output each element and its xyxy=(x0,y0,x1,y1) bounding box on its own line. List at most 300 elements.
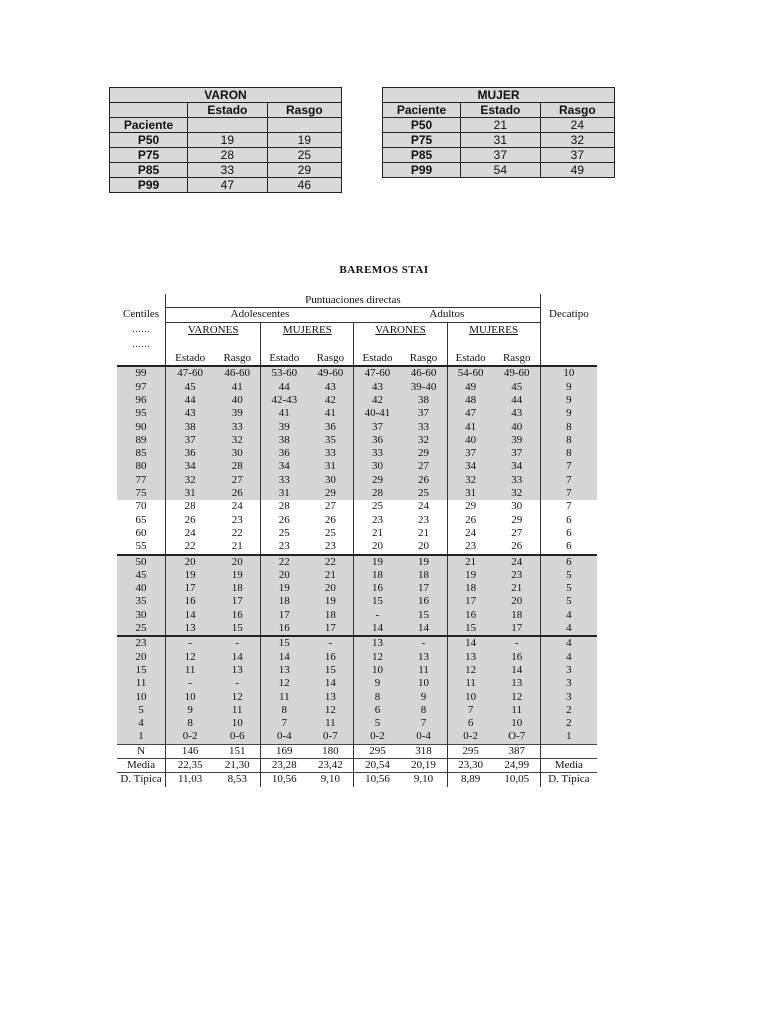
stai-cell: 9 xyxy=(540,407,597,420)
table-row xyxy=(117,773,597,787)
stai-cell: 33 xyxy=(307,447,354,460)
stai-cell: 8 xyxy=(540,434,597,447)
stai-cell: 17 xyxy=(494,622,541,636)
stai-cell: 21 xyxy=(494,582,541,595)
stai-cell: 8,53 xyxy=(214,773,261,787)
stai-cell: 47-60 xyxy=(354,366,401,380)
stai-cell: 24,99 xyxy=(494,759,541,773)
stai-cell: 43 xyxy=(494,407,541,420)
table-row xyxy=(117,447,597,460)
stai-cell: 28 xyxy=(214,460,261,473)
stai-cell: 21 xyxy=(354,527,401,540)
stai-cell: 34 xyxy=(166,460,215,473)
stai-cell: 5 xyxy=(540,582,597,595)
stai-cell: 10 xyxy=(117,691,166,704)
mujer-cell-estado: 21 xyxy=(461,118,541,133)
mujer-table xyxy=(382,87,615,178)
stai-cell: 19 xyxy=(166,569,215,582)
stai-cell: 11,03 xyxy=(166,773,215,787)
stai-cell: 20 xyxy=(166,555,215,569)
table-row xyxy=(117,651,597,664)
varon-row-header: Paciente xyxy=(110,118,188,133)
stai-adu-mujeres: MUJERES xyxy=(447,322,540,338)
stai-cell: 17 xyxy=(401,582,448,595)
stai-dots-1: …… xyxy=(117,322,166,338)
stai-h-rasgo-3: Rasgo xyxy=(401,352,448,366)
stai-cell: 14 xyxy=(166,609,215,622)
stai-cell: 36 xyxy=(307,421,354,434)
table-row xyxy=(117,744,597,758)
stai-cell: 318 xyxy=(401,744,448,758)
stai-cell: 23,42 xyxy=(307,759,354,773)
varon-title: VARON xyxy=(110,88,342,103)
stai-cell: 20,54 xyxy=(354,759,401,773)
stai-cell: 9,10 xyxy=(401,773,448,787)
stai-cell: 7 xyxy=(401,717,448,730)
stai-adultos: Adultos xyxy=(354,308,540,322)
stai-cell: 49-60 xyxy=(494,366,541,380)
stai-cell: 4 xyxy=(540,651,597,664)
varon-empty-header xyxy=(110,103,188,118)
stai-cell: 12 xyxy=(214,691,261,704)
stai-cell: 41 xyxy=(214,381,261,394)
stai-cell: 28 xyxy=(354,487,401,500)
stai-cell: 53-60 xyxy=(261,366,308,380)
stai-cell: 39-40 xyxy=(401,381,448,394)
stai-cell: 23 xyxy=(307,540,354,554)
stai-cell: D. Típica xyxy=(540,773,597,787)
stai-cell: 0-2 xyxy=(166,730,215,744)
stai-cell: 180 xyxy=(307,744,354,758)
stai-title: BAREMOS STAI xyxy=(339,264,429,276)
varon-cell-label: P99 xyxy=(110,178,188,193)
stai-cell: 38 xyxy=(166,421,215,434)
stai-cell: 44 xyxy=(494,394,541,407)
stai-cell: 38 xyxy=(401,394,448,407)
stai-cell: 15 xyxy=(401,609,448,622)
stai-cell: 33 xyxy=(261,474,308,487)
stai-cell: 40 xyxy=(214,394,261,407)
stai-cell: 11 xyxy=(261,691,308,704)
table-row xyxy=(117,569,597,582)
table-row xyxy=(117,704,597,717)
stai-cell: 39 xyxy=(494,434,541,447)
stai-cell: 13 xyxy=(494,677,541,690)
stai-cell: 8 xyxy=(354,691,401,704)
stai-cell: 11 xyxy=(117,677,166,690)
table-row xyxy=(117,595,597,608)
stai-cell: 11 xyxy=(214,704,261,717)
stai-cell: 23 xyxy=(261,540,308,554)
stai-cell: 17 xyxy=(447,595,494,608)
stai-cell: 3 xyxy=(540,677,597,690)
stai-cell: 26 xyxy=(261,514,308,527)
stai-h-estado-3: Estado xyxy=(354,352,401,366)
stai-cell: 6 xyxy=(354,704,401,717)
stai-cell: 10 xyxy=(494,717,541,730)
stai-cell: 37 xyxy=(401,407,448,420)
stai-cell: 18 xyxy=(494,609,541,622)
stai-h-estado-2: Estado xyxy=(261,352,308,366)
stai-cell: 47 xyxy=(447,407,494,420)
table-row xyxy=(117,460,597,473)
stai-cell: 3 xyxy=(540,664,597,677)
stai-cell: 37 xyxy=(354,421,401,434)
stai-cell: 9 xyxy=(354,677,401,690)
stai-cell: 24 xyxy=(214,500,261,513)
stai-cell: 36 xyxy=(354,434,401,447)
stai-cell: 24 xyxy=(494,555,541,569)
stai-cell: 41 xyxy=(261,407,308,420)
stai-cell: 9 xyxy=(540,394,597,407)
stai-cell xyxy=(540,744,597,758)
stai-cell: 10 xyxy=(401,677,448,690)
stai-cell: 22,35 xyxy=(166,759,215,773)
stai-cell: 43 xyxy=(354,381,401,394)
stai-cell: 77 xyxy=(117,474,166,487)
varon-cell-estado: 47 xyxy=(188,178,268,193)
stai-cell: 4 xyxy=(540,636,597,650)
stai-cell: 23,30 xyxy=(447,759,494,773)
stai-cell: 20,19 xyxy=(401,759,448,773)
varon-cell-rasgo: 29 xyxy=(267,163,341,178)
stai-cell: 36 xyxy=(166,447,215,460)
stai-cell: 19 xyxy=(354,555,401,569)
stai-cell: 29 xyxy=(494,514,541,527)
table-row xyxy=(117,622,597,636)
stai-cell: 30 xyxy=(307,474,354,487)
stai-cell: 21 xyxy=(447,555,494,569)
stai-cell: 29 xyxy=(354,474,401,487)
stai-cell: 26 xyxy=(447,514,494,527)
stai-cell: 33 xyxy=(354,447,401,460)
stai-cell: 23 xyxy=(214,514,261,527)
varon-col-rasgo: Rasgo xyxy=(267,103,341,118)
stai-cell: 10 xyxy=(166,691,215,704)
varon-cell-label: P50 xyxy=(110,133,188,148)
stai-cell: 34 xyxy=(447,460,494,473)
stai-cell: 22 xyxy=(166,540,215,554)
stai-cell: 12 xyxy=(354,651,401,664)
stai-cell: 70 xyxy=(117,500,166,513)
stai-cell: 54-60 xyxy=(447,366,494,380)
table-row xyxy=(117,691,597,704)
stai-cell: 43 xyxy=(166,407,215,420)
stai-cell: 25 xyxy=(354,500,401,513)
stai-cell: 14 xyxy=(447,636,494,650)
table-row xyxy=(117,474,597,487)
stai-cell: - xyxy=(214,677,261,690)
stai-cell: 25 xyxy=(261,527,308,540)
varon-cell-label: P85 xyxy=(110,163,188,178)
stai-cell: 19 xyxy=(261,582,308,595)
stai-cell: 13 xyxy=(214,664,261,677)
stai-cell: 10 xyxy=(540,366,597,380)
stai-cell: 21 xyxy=(401,527,448,540)
varon-cell-rasgo: 19 xyxy=(267,133,341,148)
table-row xyxy=(117,514,597,527)
stai-cell: 85 xyxy=(117,447,166,460)
stai-cell: 12 xyxy=(166,651,215,664)
table-row xyxy=(117,582,597,595)
stai-cell: 19 xyxy=(307,595,354,608)
stai-cell: 32 xyxy=(214,434,261,447)
stai-cell: 49-60 xyxy=(307,366,354,380)
stai-cell: O-7 xyxy=(494,730,541,744)
stai-cell: 9 xyxy=(540,381,597,394)
stai-cell: 97 xyxy=(117,381,166,394)
stai-cell: 89 xyxy=(117,434,166,447)
stai-cell: 24 xyxy=(447,527,494,540)
varon-row xyxy=(110,148,342,163)
stai-cell: 29 xyxy=(401,447,448,460)
stai-cell: 8 xyxy=(401,704,448,717)
stai-h-estado-1: Estado xyxy=(166,352,215,366)
stai-cell: 18 xyxy=(261,595,308,608)
stai-cell: 169 xyxy=(261,744,308,758)
stai-cell: 16 xyxy=(261,622,308,636)
stai-cell: N xyxy=(117,744,166,758)
stai-cell: 12 xyxy=(447,664,494,677)
stai-cell: 96 xyxy=(117,394,166,407)
stai-cell: 7 xyxy=(447,704,494,717)
stai-cell: 8 xyxy=(540,421,597,434)
stai-cell: 1 xyxy=(117,730,166,744)
stai-cell: 10,56 xyxy=(261,773,308,787)
stai-cell: 37 xyxy=(166,434,215,447)
stai-cell: 22 xyxy=(214,527,261,540)
stai-centiles: Centiles xyxy=(117,308,166,322)
stai-cell: 5 xyxy=(540,569,597,582)
stai-cell: 12 xyxy=(307,704,354,717)
mujer-cell-label: P50 xyxy=(383,118,461,133)
mujer-col-paciente: Paciente xyxy=(383,103,461,118)
stai-cell: 10,05 xyxy=(494,773,541,787)
mujer-col-estado: Estado xyxy=(461,103,541,118)
stai-cell: 20 xyxy=(401,540,448,554)
stai-cell: 41 xyxy=(307,407,354,420)
stai-cell: 14 xyxy=(214,651,261,664)
stai-cell: 31 xyxy=(447,487,494,500)
stai-cell: 32 xyxy=(401,434,448,447)
stai-cell: 14 xyxy=(494,664,541,677)
stai-cell: 8 xyxy=(166,717,215,730)
stai-cell: 60 xyxy=(117,527,166,540)
stai-cell: 16 xyxy=(214,609,261,622)
stai-cell: 7 xyxy=(540,487,597,500)
varon-cell-rasgo: 25 xyxy=(267,148,341,163)
stai-cell: 42-43 xyxy=(261,394,308,407)
stai-cell: 26 xyxy=(494,540,541,554)
stai-cell: 9 xyxy=(401,691,448,704)
stai-cell: 42 xyxy=(354,394,401,407)
stai-cell: 14 xyxy=(307,677,354,690)
stai-cell: D. Típica xyxy=(117,773,166,787)
stai-cell: 26 xyxy=(401,474,448,487)
stai-cell: 48 xyxy=(447,394,494,407)
stai-cell: 5 xyxy=(354,717,401,730)
stai-cell: 7 xyxy=(540,500,597,513)
stai-cell: 45 xyxy=(494,381,541,394)
stai-cell: 15 xyxy=(261,636,308,650)
stai-cell: 295 xyxy=(354,744,401,758)
stai-cell: 12 xyxy=(261,677,308,690)
stai-cell: 19 xyxy=(214,569,261,582)
stai-cell: 23 xyxy=(117,636,166,650)
stai-cell: 38 xyxy=(261,434,308,447)
stai-cell: 25 xyxy=(117,622,166,636)
varon-cell-estado: 28 xyxy=(188,148,268,163)
stai-cell: 11 xyxy=(494,704,541,717)
mujer-cell-rasgo: 32 xyxy=(540,133,614,148)
stai-cell: 16 xyxy=(401,595,448,608)
stai-cell: 20 xyxy=(261,569,308,582)
varon-row xyxy=(110,133,342,148)
stai-adolescentes: Adolescentes xyxy=(166,308,354,322)
stai-cell: 13 xyxy=(447,651,494,664)
stai-cell: 14 xyxy=(354,622,401,636)
stai-cell: 20 xyxy=(214,555,261,569)
varon-row xyxy=(110,163,342,178)
stai-cell: 39 xyxy=(261,421,308,434)
stai-adu-varones: VARONES xyxy=(354,322,447,338)
varon-cell-label: P75 xyxy=(110,148,188,163)
mujer-cell-rasgo: 37 xyxy=(540,148,614,163)
stai-cell: 50 xyxy=(117,555,166,569)
stai-cell: 99 xyxy=(117,366,166,380)
stai-cell: 13 xyxy=(261,664,308,677)
stai-cell: 21,30 xyxy=(214,759,261,773)
stai-cell: 33 xyxy=(214,421,261,434)
stai-cell: 20 xyxy=(307,582,354,595)
stai-cell: 11 xyxy=(307,717,354,730)
stai-cell: 17 xyxy=(166,582,215,595)
stai-cell: 23 xyxy=(447,540,494,554)
stai-cell: 4 xyxy=(117,717,166,730)
stai-cell: 39 xyxy=(214,407,261,420)
table-row xyxy=(117,500,597,513)
table-row xyxy=(117,394,597,407)
stai-cell: 18 xyxy=(354,569,401,582)
stai-cell: - xyxy=(166,677,215,690)
stai-cell: 32 xyxy=(494,487,541,500)
stai-cell: 10 xyxy=(354,664,401,677)
mujer-cell-estado: 37 xyxy=(461,148,541,163)
stai-cell: 295 xyxy=(447,744,494,758)
stai-cell: - xyxy=(214,636,261,650)
stai-cell: 11 xyxy=(401,664,448,677)
stai-cell: - xyxy=(166,636,215,650)
stai-cell: 80 xyxy=(117,460,166,473)
stai-cell: 15 xyxy=(117,664,166,677)
stai-cell: 15 xyxy=(447,622,494,636)
stai-cell: 7 xyxy=(261,717,308,730)
mujer-cell-estado: 31 xyxy=(461,133,541,148)
stai-cell: 45 xyxy=(166,381,215,394)
stai-cell: 47-60 xyxy=(166,366,215,380)
stai-cell: 27 xyxy=(401,460,448,473)
stai-cell: 37 xyxy=(494,447,541,460)
stai-cell: 40 xyxy=(494,421,541,434)
stai-cell: 25 xyxy=(307,527,354,540)
mujer-col-rasgo: Rasgo xyxy=(540,103,614,118)
stai-cell: 15 xyxy=(354,595,401,608)
stai-cell: 28 xyxy=(261,500,308,513)
stai-cell: 35 xyxy=(117,595,166,608)
stai-cell: 2 xyxy=(540,704,597,717)
table-row xyxy=(117,366,597,380)
stai-cell: 27 xyxy=(307,500,354,513)
table-row xyxy=(117,636,597,650)
table-row xyxy=(117,407,597,420)
stai-cell: - xyxy=(401,636,448,650)
stai-decatipo: Decatipo xyxy=(540,308,597,322)
stai-cell: 28 xyxy=(166,500,215,513)
stai-cell: 20 xyxy=(354,540,401,554)
stai-cell: 10,56 xyxy=(354,773,401,787)
stai-cell: 7 xyxy=(540,460,597,473)
stai-cell: 8 xyxy=(261,704,308,717)
stai-cell: 18 xyxy=(401,569,448,582)
stai-cell: 146 xyxy=(166,744,215,758)
stai-ado-varones: VARONES xyxy=(166,322,261,338)
stai-cell: 44 xyxy=(261,381,308,394)
stai-cell: 31 xyxy=(166,487,215,500)
varon-row xyxy=(110,178,342,193)
stai-cell: 2 xyxy=(540,717,597,730)
stai-cell: 41 xyxy=(447,421,494,434)
stai-cell: 11 xyxy=(166,664,215,677)
stai-cell: 19 xyxy=(401,555,448,569)
stai-cell: 0-6 xyxy=(214,730,261,744)
varon-cell-estado: 33 xyxy=(188,163,268,178)
varon-cell-rasgo: 46 xyxy=(267,178,341,193)
stai-cell: 0-2 xyxy=(354,730,401,744)
stai-cell: 33 xyxy=(494,474,541,487)
stai-table xyxy=(117,294,597,787)
stai-cell: 32 xyxy=(166,474,215,487)
stai-cell: 10 xyxy=(214,717,261,730)
stai-cell: 29 xyxy=(307,487,354,500)
stai-cell: 6 xyxy=(540,540,597,554)
stai-cell: 4 xyxy=(540,609,597,622)
stai-cell: 31 xyxy=(261,487,308,500)
stai-cell: 36 xyxy=(261,447,308,460)
stai-cell: 18 xyxy=(447,582,494,595)
table-row xyxy=(117,381,597,394)
stai-cell: 20 xyxy=(117,651,166,664)
stai-cell: - xyxy=(307,636,354,650)
stai-cell: 26 xyxy=(166,514,215,527)
table-row xyxy=(117,421,597,434)
mujer-cell-label: P85 xyxy=(383,148,461,163)
stai-cell: 9 xyxy=(166,704,215,717)
varon-col-estado: Estado xyxy=(188,103,268,118)
stai-cell: 16 xyxy=(166,595,215,608)
mujer-cell-label: P99 xyxy=(383,163,461,178)
stai-cell: 13 xyxy=(166,622,215,636)
stai-cell: 16 xyxy=(447,609,494,622)
stai-cell: 16 xyxy=(354,582,401,595)
stai-cell: 40 xyxy=(447,434,494,447)
stai-cell: 30 xyxy=(214,447,261,460)
table-row xyxy=(117,759,597,773)
stai-cell: 35 xyxy=(307,434,354,447)
stai-cell: 21 xyxy=(307,569,354,582)
stai-cell: 25 xyxy=(401,487,448,500)
stai-cell: 6 xyxy=(540,527,597,540)
mujer-cell-rasgo: 24 xyxy=(540,118,614,133)
